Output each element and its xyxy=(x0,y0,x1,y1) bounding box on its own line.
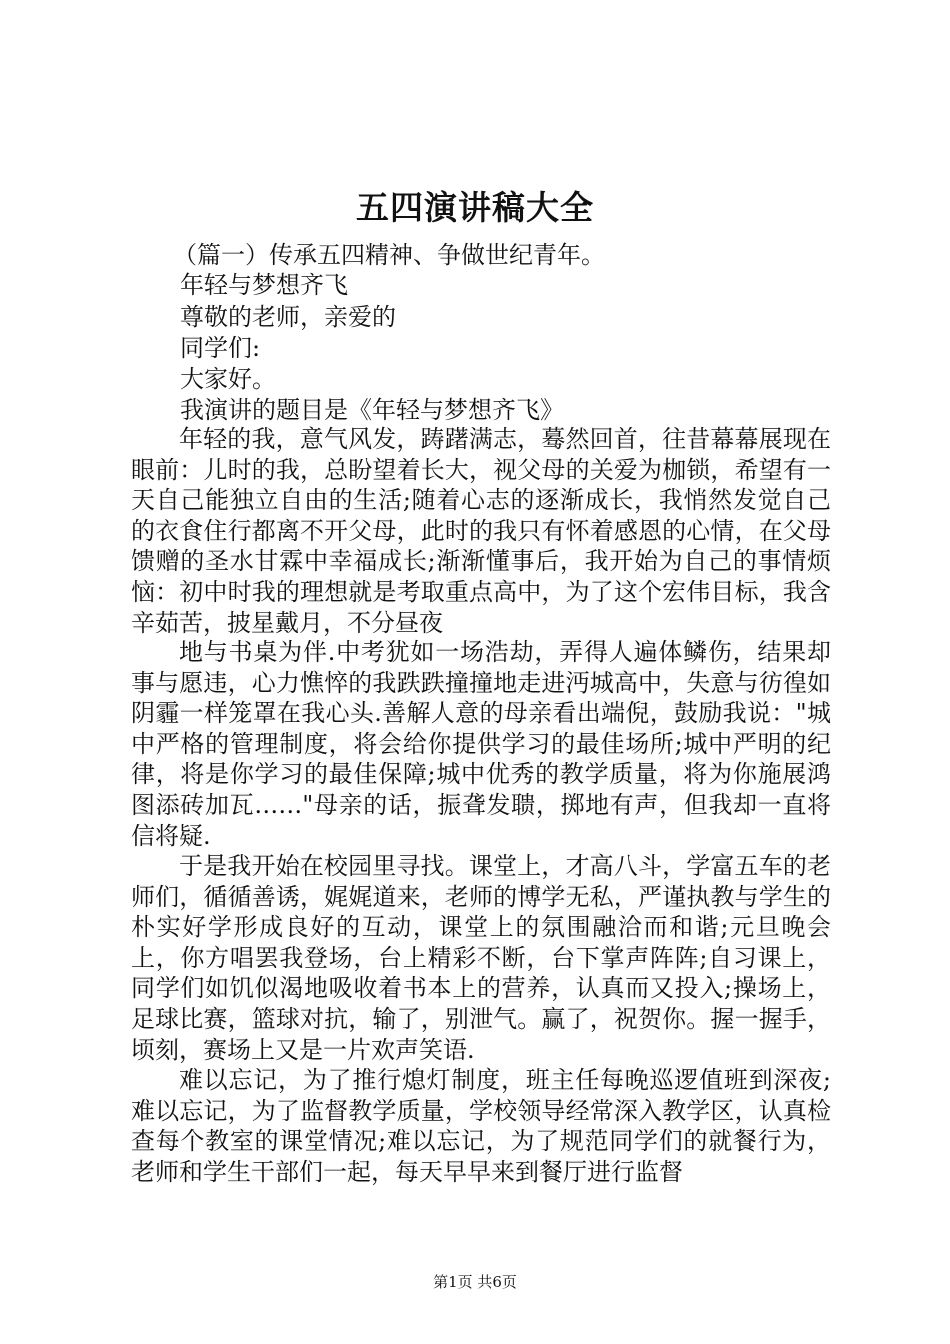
topic-line: 我演讲的题目是《年轻与梦想齐飞》 xyxy=(180,396,564,424)
body-paragraph-4: 难以忘记，为了推行熄灯制度，班主任每晚巡逻值班到深夜;难以忘记，为了监督教学质量，学校领导经常深入教学区，认真检查每个教室的课堂情况;难以忘记，为了规范同学们的就餐行为，老师和学生干部们一起，每天早早来到餐厅进行监督 xyxy=(131,1066,831,1186)
salutation-line-2: 同学们: xyxy=(180,334,261,362)
salutation-line: 尊敬的老师，亲爱的 xyxy=(180,303,396,331)
body-paragraph-1: 年轻的我，意气风发，踌躇满志，蓦然回首，往昔幕幕展现在眼前：儿时的我，总盼望着长大，视父母的关爱为枷锁，希望有一天自己能独立自由的生活;随着心志的逐渐成长，我悄然发觉自己的衣食住行都离不开父母，此时的我只有怀着感恩的心情，在父母馈赠的圣水甘霖中幸福成长;渐渐懂事后，我开始为自己的事情烦恼：初中时我的理想就是考取重点高中，为了这个宏伟目标，我含辛茹苦，披星戴月，不分昼夜 xyxy=(131,425,831,637)
body-paragraph-3: 于是我开始在校园里寻找。课堂上，才高八斗，学富五车的老师们，循循善诱，娓娓道来，老师的博学无私，严谨执教与学生的朴实好学形成良好的互动，课堂上的氛围融洽而和谐;元旦晚会上，你方唱罢我登场，台上精彩不断，台下掌声阵阵;自习课上，同学们如饥似渴地吸收着书本上的营养，认真而又投入;操场上，足球比赛，篮球对抗，输了，别泄气。赢了，祝贺你。握一握手，顷刻，赛场上又是一片欢声笑语. xyxy=(131,852,831,1064)
speech-title-line: 年轻与梦想齐飞 xyxy=(180,271,348,299)
page-footer: 第1页 共6页 xyxy=(433,1273,517,1291)
greeting-line: 大家好。 xyxy=(180,365,276,393)
document-title: 五四演讲稿大全 xyxy=(356,188,594,227)
body-paragraph-2: 地与书桌为伴.中考犹如一场浩劫，弄得人遍体鳞伤，结果却事与愿违，心力憔悴的我跌跌撞撞地走进沔城高中，失意与彷徨如阴霾一样笼罩在我心头.善解人意的母亲看出端倪，鼓励我说："城中严格的管理制度，将会给你提供学习的最佳场所;城中严明的纪律，将是你学习的最佳保障;城中优秀的教学质量，将为你施展鸿图添砖加瓦……"母亲的话，振聋发聩，掷地有声，但我却一直将信将疑. xyxy=(131,638,831,850)
section-heading: （篇一）传承五四精神、争做世纪青年。 xyxy=(173,241,605,269)
